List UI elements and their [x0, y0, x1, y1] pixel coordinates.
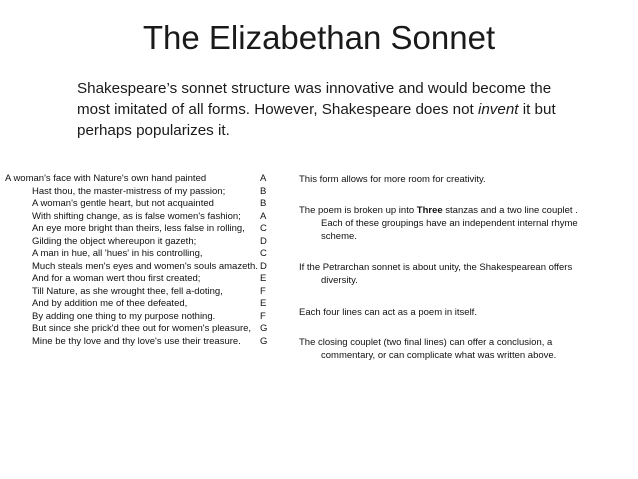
sonnet-text — [5, 173, 285, 348]
note-first-line: If the Petrarchan sonnet is about unity, the Shakespearean offers — [299, 262, 573, 273]
sonnet-line — [5, 323, 285, 336]
note-couplet — [299, 336, 614, 362]
note-continuation: commentary, or can complicate what was written above. — [321, 350, 557, 361]
note-text: Each four lines can act as a poem in itself. — [299, 307, 477, 318]
intro-text-end: it but perhaps popularizes it. — [77, 101, 556, 139]
rhyme-letter: E — [260, 273, 267, 284]
note-structure — [299, 204, 614, 243]
sonnet-line-text: An eye more bright than theirs, less false in rolling, — [32, 223, 245, 234]
note-continuation: Each of these groupings have an independent internal rhyme scheme. — [321, 218, 578, 242]
rhyme-letter: C — [260, 223, 267, 234]
sonnet-line-text: Much steals men's eyes and women's souls amazeth. — [32, 260, 258, 272]
sonnet-line — [5, 298, 285, 311]
rhyme-letter: F — [260, 310, 266, 322]
rhyme-letter: B — [260, 198, 267, 209]
note-diversity — [299, 261, 614, 287]
sonnet-line — [5, 211, 285, 224]
note-text-after: stanzas and a two line couplet . — [442, 205, 578, 216]
sonnet-line-text: Gilding the object whereupon it gazeth; — [32, 235, 197, 247]
rhyme-letter: B — [260, 185, 267, 197]
sonnet-line-text: Hast thou, the master-mistress of my passion; — [32, 185, 226, 197]
sonnet-line — [5, 173, 285, 186]
sonnet-line — [5, 223, 285, 236]
sonnet-line-text: A woman's gentle heart, but not acquainted — [32, 198, 214, 209]
intro-emphasis: invent — [477, 101, 519, 118]
note-text-before: The poem is broken up into — [299, 205, 417, 216]
slide-title: The Elizabethan Sonnet — [142, 19, 496, 56]
note-creativity — [299, 173, 486, 186]
rhyme-letter: F — [260, 285, 266, 297]
sonnet-line — [5, 273, 285, 286]
rhyme-letter: G — [260, 323, 268, 334]
sonnet-line — [5, 311, 285, 324]
rhyme-letter: D — [260, 260, 267, 272]
sonnet-line-text: And for a woman wert thou first created; — [32, 273, 201, 284]
sonnet-line — [5, 261, 285, 274]
note-emphasis: Three — [416, 205, 443, 216]
sonnet-line-text: And by addition me of thee defeated, — [32, 298, 188, 309]
sonnet-line-text: By adding one thing to my purpose nothing. — [32, 310, 216, 322]
sonnet-line — [5, 236, 285, 249]
intro-text-start: Shakespeare’s sonnet structure was innovative and would become the most imitated of all forms. However, Shakespeare does not — [77, 80, 552, 118]
sonnet-line-text: A woman's face with Nature's own hand painted — [5, 173, 207, 184]
intro-paragraph — [77, 78, 587, 141]
note-first-line — [299, 204, 614, 217]
sonnet-line-text: With shifting change, as is false women's fashion; — [32, 210, 241, 222]
sonnet-line — [5, 198, 285, 211]
note-four-lines — [299, 306, 477, 319]
sonnet-line — [5, 336, 285, 349]
rhyme-letter: E — [260, 298, 267, 309]
sonnet-line-text: Mine be thy love and thy love's use their treasure. — [32, 335, 241, 347]
sonnet-line-text: But since she prick'd thee out for women's pleasure, — [32, 323, 252, 334]
sonnet-line-text: A man in hue, all 'hues' in his controlling, — [32, 248, 203, 259]
note-text: This form allows for more room for creativity. — [299, 174, 486, 185]
rhyme-letter: A — [260, 210, 267, 222]
rhyme-letter: C — [260, 248, 267, 259]
sonnet-line — [5, 248, 285, 261]
sonnet-line — [5, 186, 285, 199]
note-continuation: diversity. — [321, 275, 358, 286]
sonnet-line — [5, 286, 285, 299]
note-first-line: The closing couplet (two final lines) can offer a conclusion, a — [299, 337, 553, 348]
rhyme-letter: G — [260, 335, 268, 347]
rhyme-letter: A — [260, 173, 267, 184]
rhyme-letter: D — [260, 235, 267, 247]
sonnet-line-text: Till Nature, as she wrought thee, fell a-doting, — [32, 285, 223, 297]
